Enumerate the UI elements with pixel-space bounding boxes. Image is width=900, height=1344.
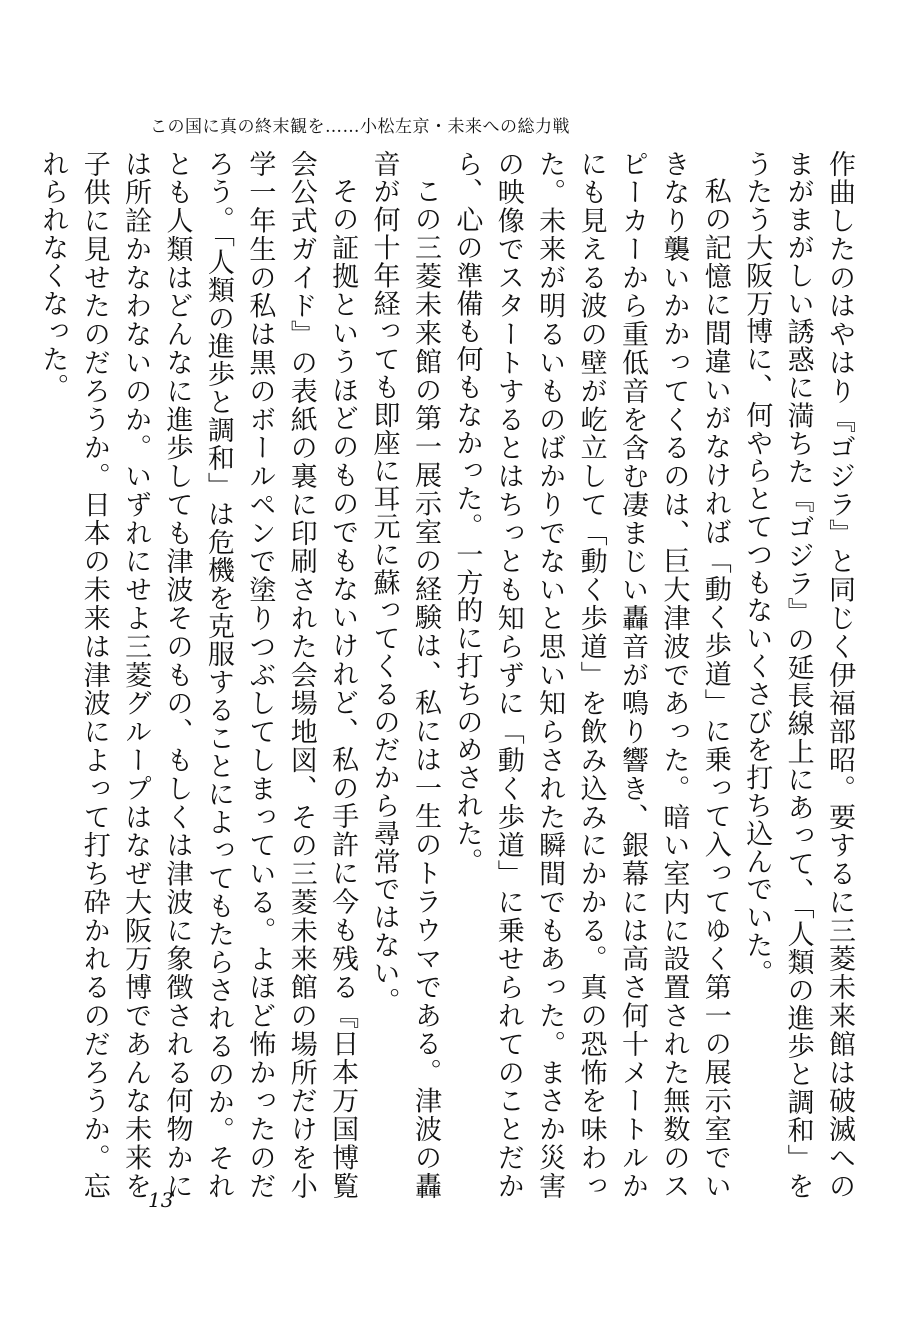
paragraph: 作曲したのはやはり『ゴジラ』と同じく伊福部昭。要するに三菱未来館は破滅へのまがまがしい誘惑に満ちた『ゴジラ』の延長線上にあって、「人類の進歩と調和」をうたう大阪万博に、何やらとてつもないくさびを打ち込んでいた。 [741,150,855,1200]
paragraph: 私の記憶に間違いがなければ「動く歩道」に乗って入ってゆく第一の展示室でいきなり襲いかかってくるのは、巨大津波であった。暗い室内に設置された無数のスピーカーから重低音を含む凄まじい轟音が鳴り響き、銀幕には高さ何十メートルかにも見える波の壁が屹立して「動く歩道」を飲み込みにかかる。真の恐怖を味わった。未来が明るいものばかりでないと思い知らされた瞬間でもあった。まさか災害の映像でスタートするとはちっとも知らずに「動く歩道」に乗せられてのことだから、心の準備も何もなかった。一方的に打ちのめされた。 [451,150,731,1200]
body-text [37,150,860,1200]
paragraph: この三菱未来館の第一展示室の経験は、私には一生のトラウマである。津波の轟音が何十年経っても即座に耳元に蘇ってくるのだから尋常ではない。 [368,150,441,1200]
page-number: 13 [148,1188,174,1212]
paragraph: その証拠というほどのものでもないけれど、私の手許に今も残る『日本万国博覧会公式ガイド』の表紙の裏に印刷された会場地図、その三菱未来館の場所だけを小学一年生の私は黒のボールペンで塗りつぶしてしまっている。よほど怖かったのだろう。「人類の進歩と調和」は危機を克服することによってもたらされるのか。それとも人類はどんなに進歩しても津波そのもの、もしくは津波に象徴される何物かには所詮かなわないのか。いずれにせよ三菱グループはなぜ大阪万博であんな未来を子供に見せたのだろうか。日本の未来は津波によって打ち砕かれるのだろうか。忘れられなくなった。 [37,150,359,1200]
running-head: この国に真の終末観を……小松左京・未来への総力戦 [150,117,570,137]
